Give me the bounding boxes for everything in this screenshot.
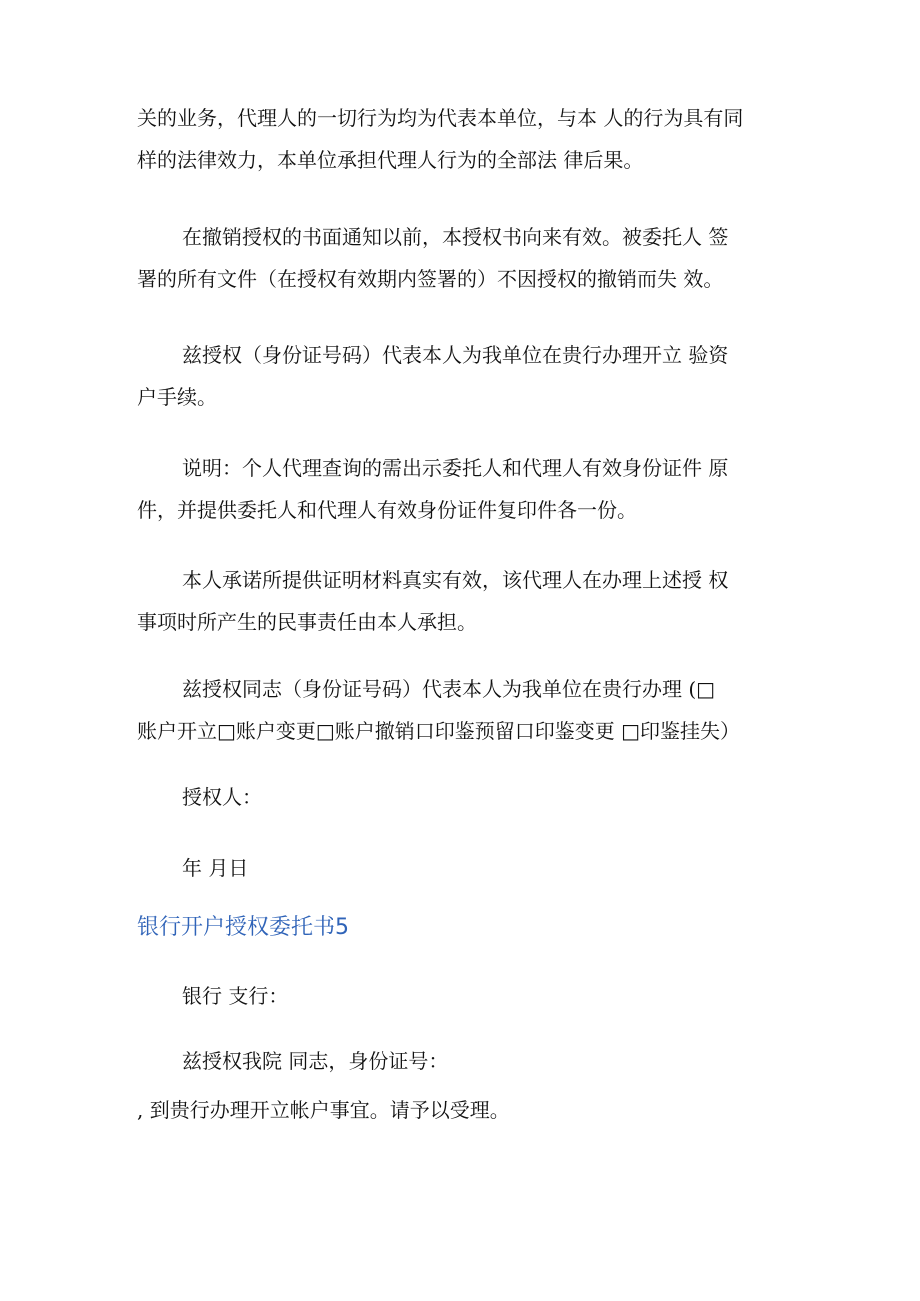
text-line: 样的法律效力，本单位承担代理人行为的全部法 律后果。 (137, 148, 644, 172)
section-heading: 银行开户授权委托书5 (137, 915, 349, 940)
text-line: 说明：个人代理查询的需出示委托人和代理人有效身份证件 原 (182, 456, 729, 480)
text-line: 授权人： (182, 785, 262, 809)
text-line: 关的业务，代理人的一切行为均为代表本单位，与本 人的行为具有同 (137, 106, 744, 130)
text-line: , 到贵行办理开立帐户事宜。请予以受理。 (137, 1098, 510, 1122)
text-line: 账户开立□账户变更□账户撤销口印鉴预留口印鉴变更 □印鉴挂失） (137, 719, 741, 743)
account-opening-request-line (137, 1089, 797, 1131)
text-line: 署的所有文件（在授权有效期内签署的）不因授权的撤销而失 效。 (137, 267, 724, 291)
text-line: 银行 支行： (182, 984, 289, 1008)
text-line: 年 月日 (182, 856, 249, 880)
paragraph-account-options (137, 668, 797, 752)
paragraph-authorization-capital-verification (137, 334, 797, 418)
grantor-label (137, 776, 797, 818)
paragraph-business-scope (137, 97, 797, 181)
text-line: 户手续。 (137, 385, 217, 409)
text-line: 兹授权我院 同志，身份证号： (182, 1049, 449, 1073)
paragraph-validity (137, 216, 797, 300)
authorization-person-line (137, 1040, 797, 1082)
date-line (137, 847, 797, 889)
bank-branch-line (137, 975, 797, 1017)
text-line: 兹授权（身份证号码）代表本人为我单位在贵行办理开立 验资 (182, 343, 729, 367)
text-line: 在撤销授权的书面通知以前，本授权书向来有效。被委托人 签 (182, 225, 729, 249)
paragraph-commitment (137, 559, 797, 643)
text-line: 兹授权同志（身份证号码）代表本人为我单位在贵行办理 (□ (182, 677, 716, 701)
text-line: 件，并提供委托人和代理人有效身份证件复印件各一份。 (137, 498, 637, 522)
text-line: 事项时所产生的民事责任由本人承担。 (137, 610, 477, 634)
paragraph-explanation (137, 447, 797, 531)
text-line: 本人承诺所提供证明材料真实有效，该代理人在办理上述授 权 (182, 568, 729, 592)
